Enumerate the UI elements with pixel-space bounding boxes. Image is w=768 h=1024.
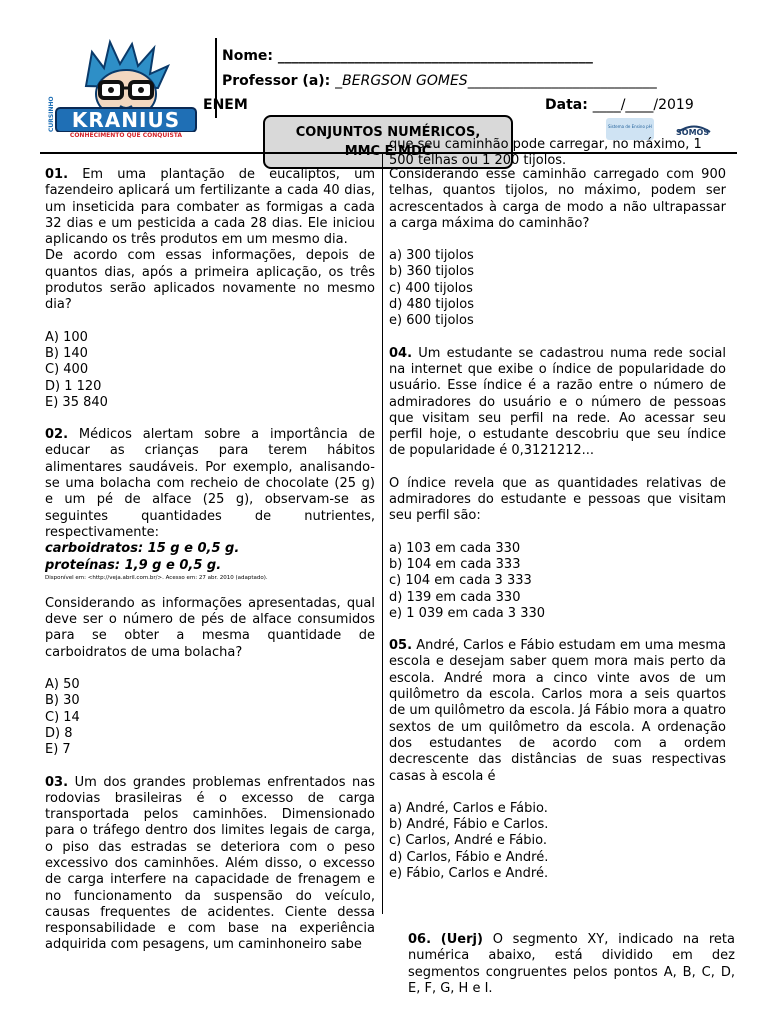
q1-number: 01.: [45, 167, 69, 182]
q4-text-2: O índice revela que as quantidades relativas de admiradores do estudante e pessoas que visitam seu perfil são:: [389, 475, 726, 524]
column-divider: [382, 154, 383, 914]
q5-text: André, Carlos e Fábio estudam em uma mesma escola e desejam saber quem mora mais perto da escola. André mora a cinco vinte avos de um quilômetro da escola. Carlos mora a seis quartos de um quilômetro da escola. Já Fábio mora a quatro sextos de um quilômetro da escola. A ordenação dos estudantes de acordo com a ordem decrescente das distâncias de suas respectivas casas à escola é: [389, 638, 726, 784]
q2-carbs: carboidratos: 15 g e 0,5 g.: [45, 541, 240, 557]
data-label: Data:: [545, 97, 588, 113]
logo-text: KRANIUS: [71, 108, 181, 132]
q3-option-c[interactable]: c) 400 tijolos: [389, 280, 473, 296]
q1-option-e[interactable]: E) 35 840: [45, 394, 108, 410]
question-3: [45, 775, 375, 954]
q5-option-c[interactable]: c) Carlos, André e Fábio.: [389, 833, 548, 849]
q3-option-d[interactable]: d) 480 tijolos: [389, 297, 475, 313]
q5-option-a[interactable]: a) André, Carlos e Fábio.: [389, 800, 548, 816]
professor-tail: ____________________: [516, 73, 657, 89]
question-5: [389, 638, 726, 785]
q5-option-d[interactable]: d) Carlos, Fábio e André.: [389, 849, 549, 865]
q4-option-c[interactable]: c) 104 em cada 3 333: [389, 573, 532, 589]
q3-text-2: Considerando esse caminhão carregado com 900 telhas, quantos tijolos, no máximo, podem ser acrescentados à carga de modo a não ultrapassar a carga máxima do caminhão?: [389, 167, 726, 231]
q1-option-c[interactable]: C) 400: [45, 362, 89, 378]
q4-text: Um estudante se cadastrou numa rede social na internet que exibe o índice de popularidade do usuário. Esse índice é a razão entre o número de admiradores do usuário e o número de pessoas que visitam seu perfil na rede. Ao acessar seu perfil hoje, o estudante descobriu que seu índice de popularidade é 0,3121212...: [389, 345, 726, 459]
q2-number: 02.: [45, 427, 69, 443]
question-6: [408, 932, 735, 997]
exam-label: ENEM: [203, 97, 248, 113]
data-row: [545, 97, 694, 113]
q2-text-2: Considerando as informações apresentadas, qual deve ser o número de pés de alface consumidos para se obter a mesma quantidade de carboidratos de uma bolacha?: [45, 595, 375, 660]
nome-blank[interactable]: _____________________________________________: [277, 48, 593, 64]
q4-option-a[interactable]: a) 103 em cada 330: [389, 540, 521, 556]
data-value: ____/____/2019: [592, 97, 694, 113]
q6-number: 06.: [408, 932, 432, 947]
logo: [46, 38, 206, 140]
q1-text: Em uma plantação de eucaliptos, um fazendeiro aplicará um fertilizante a cada 40 dias, um inseticida para combater as formigas a cada 32 dias e um pesticida a cada 28 dias. Ele iniciou aplicando os três produtos em um mesmo dia.: [45, 167, 375, 248]
q1-option-b[interactable]: B) 140: [45, 345, 88, 361]
q2-option-c[interactable]: C) 14: [45, 709, 80, 725]
q2-option-e[interactable]: E) 7: [45, 742, 71, 758]
q1-text-2: De acordo com essas informações, depois de quantos dias, após a primeira aplicação, os três produtos serão aplicados novamente no mesmo dia?: [45, 248, 375, 313]
q2-option-b[interactable]: B) 30: [45, 693, 80, 709]
question-1: [45, 167, 375, 248]
logo-tagline: CONHECIMENTO QUE CONQUISTA: [69, 132, 183, 139]
q2-text: Médicos alertam sobre a importância de educar as crianças para terem hábitos alimentares saudáveis. Por exemplo, analisando-se uma bolacha com recheio de chocolate (25 g) e um pé de alface (25 g), observam-se as seguintes quantidades de nutrientes, respectivamente:: [45, 427, 375, 540]
q4-option-e[interactable]: e) 1 039 em cada 3 330: [389, 605, 546, 621]
q3-option-e[interactable]: e) 600 tijolos: [389, 313, 474, 329]
q4-option-d[interactable]: d) 139 em cada 330: [389, 589, 521, 605]
q4-number: 04.: [389, 345, 413, 361]
q3-continuation-2: 500 telhas ou 1 200 tijolos.: [389, 153, 567, 168]
partner-ph-text: Sistema de Ensino pH: [608, 124, 652, 129]
nome-row: [222, 48, 593, 64]
q5-option-e[interactable]: e) Fábio, Carlos e André.: [389, 865, 549, 881]
q6-text: O segmento XY, indicado na reta numérica abaixo, está dividido em dez segmentos congruentes pelos pontos A, B, C, D, E, F, G, H e I.: [408, 932, 735, 996]
q4-option-b[interactable]: b) 104 em cada 333: [389, 556, 521, 572]
q2-protein: proteínas: 1,9 g e 0,5 g.: [45, 557, 222, 573]
partner-somos-text: SOMOS: [676, 128, 710, 137]
q3-number: 03.: [45, 774, 69, 790]
q1-option-a[interactable]: A) 100: [45, 329, 88, 345]
q3-continuation-1: que seu caminhão pode carregar, no máximo, 1: [389, 137, 702, 152]
q3-option-b[interactable]: b) 360 tijolos: [389, 264, 475, 280]
right-column: [389, 167, 726, 882]
q5-option-b[interactable]: b) André, Fábio e Carlos.: [389, 817, 549, 833]
q3-text: Um dos grandes problemas enfrentados nas rodovias brasileiras é o excesso de carga transportada pelos caminhões. Dimensionado para o tráfego dentro dos limites legais de carga, o piso das estradas se deteriora com o peso excessivo dos caminhões. Além disso, o excesso de carga interfere na capacidade de frenagem e no funcionamento da suspensão do veículo, causas frequentes de acidentes. Ciente dessa responsabilidade e com base na experiência adquirida com pesagens, um caminhoneiro sabe: [45, 774, 375, 953]
logo-prefix: CURSINHO: [48, 96, 55, 132]
q5-number: 05.: [389, 638, 413, 654]
professor-value: _BERGSON GOMES_______: [335, 73, 517, 89]
title-line-1: CONJUNTOS NUMÉRICOS,: [295, 125, 481, 140]
q3-option-a[interactable]: a) 300 tijolos: [389, 248, 474, 264]
q1-option-d[interactable]: D) 1 120: [45, 378, 102, 394]
q2-option-a[interactable]: A) 50: [45, 677, 80, 693]
q2-option-d[interactable]: D) 8: [45, 725, 73, 741]
professor-row: [222, 73, 657, 89]
professor-label: Professor (a):: [222, 73, 331, 89]
q6-source: (Uerj): [440, 932, 483, 947]
q2-source: Disponível em: <http://veja.abril.com.br/>. Acesso em: 27 abr. 2010 (adaptado).: [45, 574, 268, 581]
question-2: [45, 427, 375, 541]
left-column: [45, 167, 375, 954]
question-4: [389, 346, 726, 460]
nome-label: Nome:: [222, 48, 274, 64]
